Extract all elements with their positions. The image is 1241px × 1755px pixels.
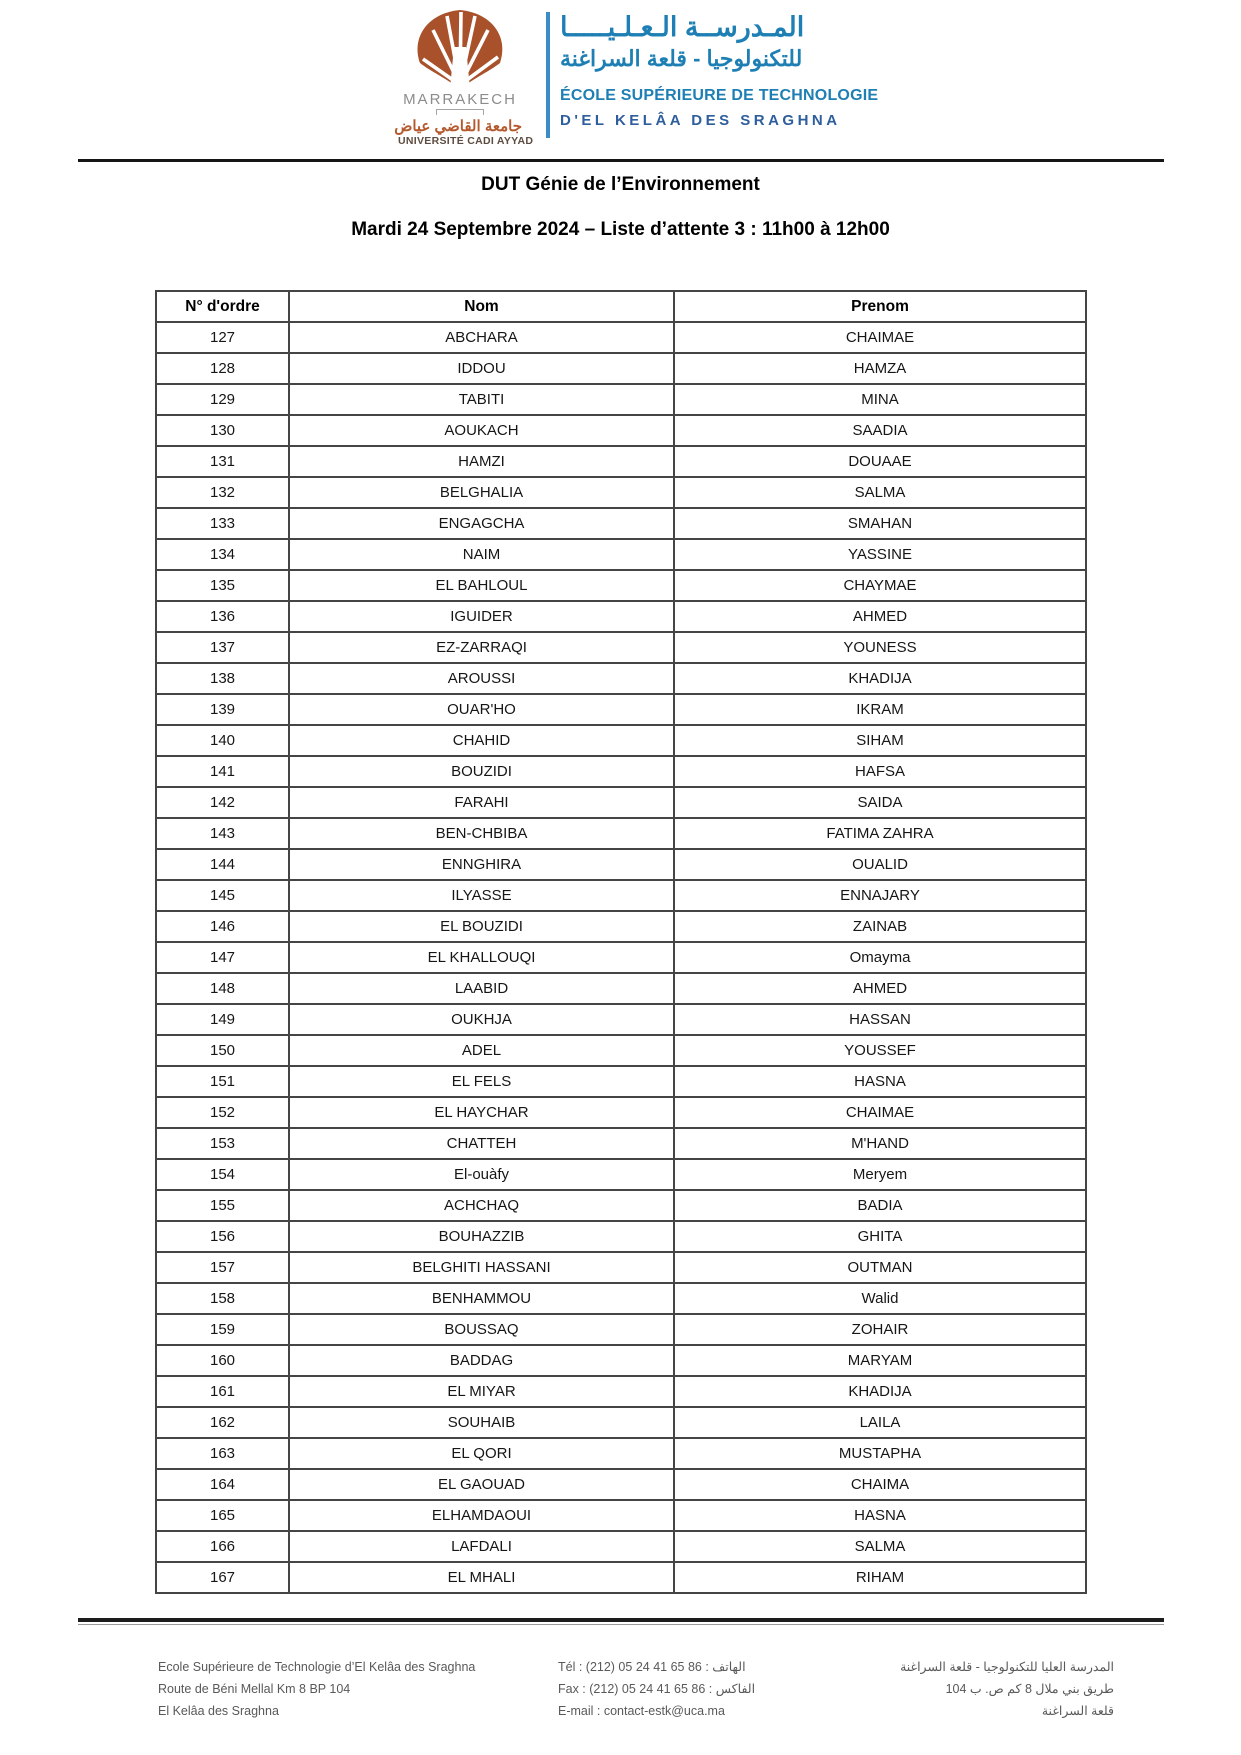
table-row (156, 1314, 1086, 1345)
order-cell: 163 (156, 1438, 289, 1469)
order-cell: 152 (156, 1097, 289, 1128)
table-row (156, 911, 1086, 942)
nom-cell: ADEL (289, 1035, 674, 1066)
nom-cell: ELHAMDAOUI (289, 1500, 674, 1531)
prenom-cell: GHITA (674, 1221, 1086, 1252)
nom-cell: OUAR'HO (289, 694, 674, 725)
prenom-cell: BADIA (674, 1190, 1086, 1221)
prenom-cell: ZAINAB (674, 911, 1086, 942)
table-row (156, 849, 1086, 880)
nom-cell: ENGAGCHA (289, 508, 674, 539)
footer-address-fr-line1: Ecole Supérieure de Technologie d’El Kelâa des Sraghna (158, 1660, 476, 1674)
school-name-arabic-line2: للتكنولوجيا - قلعة السراغنة (560, 46, 803, 71)
order-cell: 156 (156, 1221, 289, 1252)
nom-cell: HAMZI (289, 446, 674, 477)
order-cell: 164 (156, 1469, 289, 1500)
prenom-cell: YOUNESS (674, 632, 1086, 663)
table-row (156, 477, 1086, 508)
nom-cell: EL HAYCHAR (289, 1097, 674, 1128)
table-row (156, 1252, 1086, 1283)
footer-email: E-mail : contact-estk@uca.ma (558, 1704, 725, 1718)
order-cell: 142 (156, 787, 289, 818)
school-name-french-line2: D'EL KELÂA DES SRAGHNA (560, 112, 841, 129)
nom-cell: NAIM (289, 539, 674, 570)
prenom-cell: HAFSA (674, 756, 1086, 787)
nom-cell: BELGHALIA (289, 477, 674, 508)
order-cell: 166 (156, 1531, 289, 1562)
nom-cell: BOUZIDI (289, 756, 674, 787)
nom-cell: BOUSSAQ (289, 1314, 674, 1345)
table-row (156, 1438, 1086, 1469)
table-row (156, 1221, 1086, 1252)
order-cell: 160 (156, 1345, 289, 1376)
footer-address-ar-line2: طريق بني ملال 8 كم ص. ب 104 (945, 1682, 1114, 1696)
prenom-cell: ZOHAIR (674, 1314, 1086, 1345)
table-row (156, 756, 1086, 787)
prenom-cell: OUTMAN (674, 1252, 1086, 1283)
table-row (156, 1066, 1086, 1097)
table-row (156, 973, 1086, 1004)
nom-cell: EL BOUZIDI (289, 911, 674, 942)
table-row (156, 1004, 1086, 1035)
table-row (156, 508, 1086, 539)
order-cell: 147 (156, 942, 289, 973)
prenom-cell: SAADIA (674, 415, 1086, 446)
order-cell: 133 (156, 508, 289, 539)
prenom-cell: ENNAJARY (674, 880, 1086, 911)
table-row (156, 632, 1086, 663)
footer-fax: Fax : (212) 05 24 41 65 86 : الفاكس (558, 1682, 756, 1696)
school-name-french-line1: ÉCOLE SUPÉRIEURE DE TECHNOLOGIE (560, 87, 879, 104)
prenom-cell: Walid (674, 1283, 1086, 1314)
footer-address-fr-line3: El Kelâa des Sraghna (158, 1704, 279, 1718)
table-row (156, 942, 1086, 973)
table-row (156, 1035, 1086, 1066)
nom-cell: OUKHJA (289, 1004, 674, 1035)
order-cell: 136 (156, 601, 289, 632)
table-row (156, 880, 1086, 911)
table-row (156, 1128, 1086, 1159)
order-cell: 135 (156, 570, 289, 601)
order-cell: 144 (156, 849, 289, 880)
waitlist-table (155, 290, 1087, 1594)
prenom-cell: HAMZA (674, 353, 1086, 384)
order-cell: 130 (156, 415, 289, 446)
table-row (156, 1531, 1086, 1562)
order-cell: 139 (156, 694, 289, 725)
nom-cell: EL KHALLOUQI (289, 942, 674, 973)
order-cell: 159 (156, 1314, 289, 1345)
nom-cell: BELGHITI HASSANI (289, 1252, 674, 1283)
prenom-cell: CHAIMA (674, 1469, 1086, 1500)
table-row (156, 1469, 1086, 1500)
order-cell: 131 (156, 446, 289, 477)
nom-cell: BENHAMMOU (289, 1283, 674, 1314)
university-logo (394, 6, 534, 148)
prenom-cell: SALMA (674, 477, 1086, 508)
nom-cell: ENNGHIRA (289, 849, 674, 880)
nom-cell: EL BAHLOUL (289, 570, 674, 601)
order-cell: 153 (156, 1128, 289, 1159)
table-row (156, 1283, 1086, 1314)
prenom-cell: RIHAM (674, 1562, 1086, 1593)
order-cell: 149 (156, 1004, 289, 1035)
table-row (156, 1500, 1086, 1531)
nom-cell: ABCHARA (289, 322, 674, 353)
header-vertical-divider (546, 12, 550, 138)
nom-cell: EZ-ZARRAQI (289, 632, 674, 663)
order-cell: 143 (156, 818, 289, 849)
table-row (156, 1097, 1086, 1128)
nom-cell: El-ouàfy (289, 1159, 674, 1190)
order-cell: 128 (156, 353, 289, 384)
nom-cell: BEN-CHBIBA (289, 818, 674, 849)
footer-phone: Tél : (212) 05 24 41 65 86 : الهاتف (558, 1660, 746, 1674)
order-cell: 158 (156, 1283, 289, 1314)
order-cell: 148 (156, 973, 289, 1004)
column-header-nom: Nom (289, 291, 674, 322)
prenom-cell: MARYAM (674, 1345, 1086, 1376)
footer-address-ar-line1: المدرسة العليا للتكنولوجيا - قلعة السراغنة (900, 1660, 1114, 1674)
table-row (156, 446, 1086, 477)
table-row (156, 725, 1086, 756)
nom-cell: EL MIYAR (289, 1376, 674, 1407)
table-row (156, 601, 1086, 632)
table-row (156, 1345, 1086, 1376)
university-name-french: UNIVERSITÉ CADI AYYAD (398, 135, 534, 147)
nom-cell: EL GAOUAD (289, 1469, 674, 1500)
order-cell: 140 (156, 725, 289, 756)
nom-cell: AROUSSI (289, 663, 674, 694)
prenom-cell: Omayma (674, 942, 1086, 973)
logo-bracket-ornament (436, 109, 484, 115)
prenom-cell: KHADIJA (674, 1376, 1086, 1407)
nom-cell: EL QORI (289, 1438, 674, 1469)
table-row (156, 787, 1086, 818)
order-cell: 167 (156, 1562, 289, 1593)
nom-cell: IGUIDER (289, 601, 674, 632)
prenom-cell: HASNA (674, 1500, 1086, 1531)
nom-cell: EL FELS (289, 1066, 674, 1097)
page-title: DUT Génie de l’Environnement (481, 174, 760, 195)
table-row (156, 322, 1086, 353)
footer-address-fr-line2: Route de Béni Mellal Km 8 BP 104 (158, 1682, 351, 1696)
order-cell: 161 (156, 1376, 289, 1407)
prenom-cell: LAILA (674, 1407, 1086, 1438)
prenom-cell: MINA (674, 384, 1086, 415)
footer-rule-thick (78, 1618, 1164, 1622)
prenom-cell: CHAIMAE (674, 322, 1086, 353)
footer (158, 1656, 1114, 1722)
prenom-cell: KHADIJA (674, 663, 1086, 694)
nom-cell: BADDAG (289, 1345, 674, 1376)
order-cell: 141 (156, 756, 289, 787)
table-row (156, 353, 1086, 384)
table-row (156, 1376, 1086, 1407)
nom-cell: LAFDALI (289, 1531, 674, 1562)
order-cell: 157 (156, 1252, 289, 1283)
university-name-arabic: جامعة القاضي عياض (394, 118, 522, 135)
prenom-cell: SMAHAN (674, 508, 1086, 539)
order-cell: 154 (156, 1159, 289, 1190)
prenom-cell: HASSAN (674, 1004, 1086, 1035)
column-header-prenom: Prenom (674, 291, 1086, 322)
table-row (156, 1190, 1086, 1221)
prenom-cell: FATIMA ZAHRA (674, 818, 1086, 849)
prenom-cell: SAIDA (674, 787, 1086, 818)
footer-address-french (158, 1656, 558, 1722)
nom-cell: ILYASSE (289, 880, 674, 911)
logo-city-label: MARRAKECH (403, 91, 517, 108)
prenom-cell: M'HAND (674, 1128, 1086, 1159)
waitlist-table-body (156, 322, 1086, 1593)
footer-rule-thin (78, 1624, 1164, 1625)
footer-contact (558, 1656, 808, 1722)
prenom-cell: IKRAM (674, 694, 1086, 725)
order-cell: 127 (156, 322, 289, 353)
nom-cell: AOUKACH (289, 415, 674, 446)
table-header-row (156, 291, 1086, 322)
nom-cell: TABITI (289, 384, 674, 415)
table-row (156, 539, 1086, 570)
table-row (156, 1159, 1086, 1190)
prenom-cell: OUALID (674, 849, 1086, 880)
order-cell: 138 (156, 663, 289, 694)
nom-cell: BOUHAZZIB (289, 1221, 674, 1252)
prenom-cell: DOUAAE (674, 446, 1086, 477)
table-row (156, 663, 1086, 694)
prenom-cell: CHAIMAE (674, 1097, 1086, 1128)
order-cell: 151 (156, 1066, 289, 1097)
footer-address-ar-line3: قلعة السراغنة (1041, 1704, 1114, 1718)
prenom-cell: AHMED (674, 973, 1086, 1004)
prenom-cell: MUSTAPHA (674, 1438, 1086, 1469)
table-row (156, 818, 1086, 849)
prenom-cell: HASNA (674, 1066, 1086, 1097)
nom-cell: FARAHI (289, 787, 674, 818)
table-row (156, 384, 1086, 415)
nom-cell: SOUHAIB (289, 1407, 674, 1438)
nom-cell: ACHCHAQ (289, 1190, 674, 1221)
prenom-cell: YOUSSEF (674, 1035, 1086, 1066)
school-name-arabic-line1: المـدرســة الـعـلـيـــــا (560, 12, 805, 42)
order-cell: 146 (156, 911, 289, 942)
header-horizontal-rule (78, 159, 1164, 162)
order-cell: 162 (156, 1407, 289, 1438)
table-row (156, 1562, 1086, 1593)
order-cell: 150 (156, 1035, 289, 1066)
prenom-cell: CHAYMAE (674, 570, 1086, 601)
order-cell: 137 (156, 632, 289, 663)
order-cell: 145 (156, 880, 289, 911)
table-row (156, 1407, 1086, 1438)
table-row (156, 570, 1086, 601)
order-cell: 132 (156, 477, 289, 508)
table-row (156, 415, 1086, 446)
nom-cell: LAABID (289, 973, 674, 1004)
order-cell: 129 (156, 384, 289, 415)
table-row (156, 694, 1086, 725)
fan-palm-emblem-icon (410, 6, 510, 90)
nom-cell: CHATTEH (289, 1128, 674, 1159)
order-cell: 134 (156, 539, 289, 570)
prenom-cell: SALMA (674, 1531, 1086, 1562)
prenom-cell: YASSINE (674, 539, 1086, 570)
nom-cell: EL MHALI (289, 1562, 674, 1593)
prenom-cell: SIHAM (674, 725, 1086, 756)
column-header-order: N° d'ordre (156, 291, 289, 322)
order-cell: 165 (156, 1500, 289, 1531)
order-cell: 155 (156, 1190, 289, 1221)
school-name-block (560, 6, 1030, 129)
page-subtitle: Mardi 24 Septembre 2024 – Liste d’attente 3 : 11h00 à 12h00 (351, 219, 890, 240)
prenom-cell: Meryem (674, 1159, 1086, 1190)
nom-cell: IDDOU (289, 353, 674, 384)
prenom-cell: AHMED (674, 601, 1086, 632)
nom-cell: CHAHID (289, 725, 674, 756)
footer-address-arabic (808, 1656, 1114, 1722)
